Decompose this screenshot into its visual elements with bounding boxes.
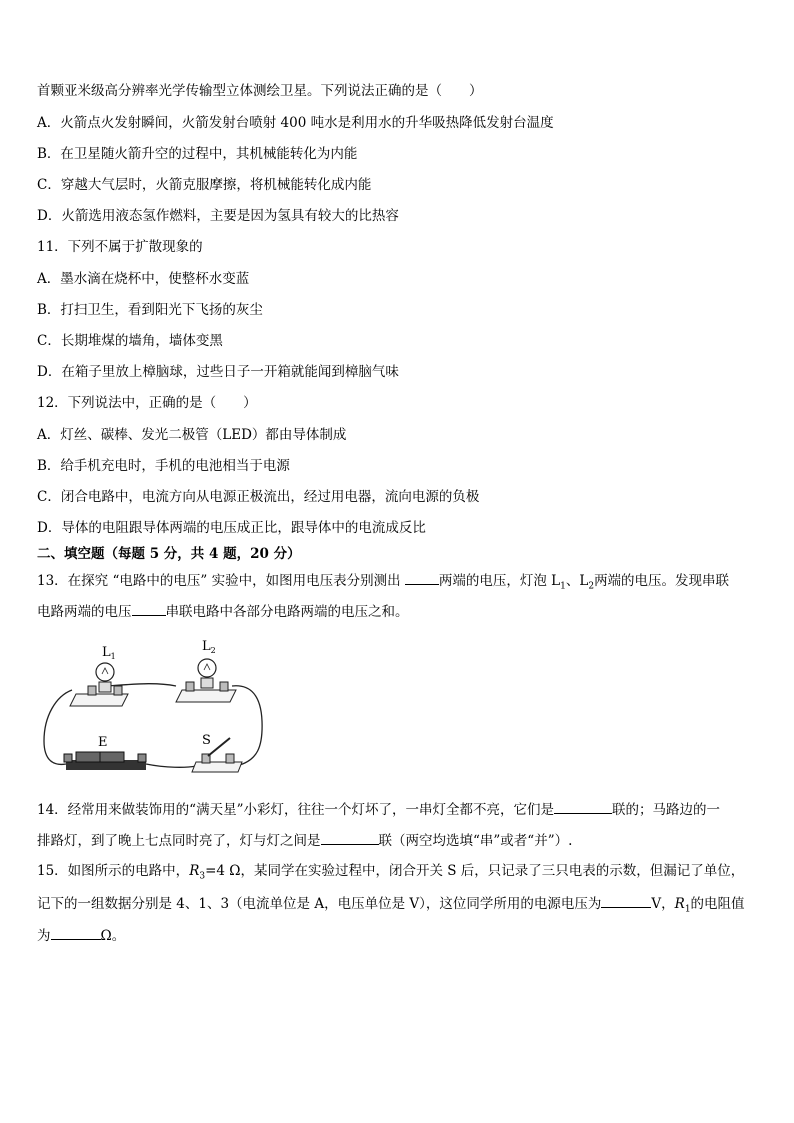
label-l1: $L_1$ — [102, 645, 116, 661]
lamp-base-board — [70, 694, 128, 706]
q15-line3 — [37, 926, 125, 945]
q10-option-a: A．火箭点火发射瞬间，火箭发射台喷射 400 吨水是利用水的升华吸热降低发射台温度 — [37, 115, 554, 131]
switch-lever — [208, 738, 230, 756]
terminal — [64, 754, 72, 762]
circuit-figure — [36, 636, 266, 781]
battery-cell — [76, 752, 100, 762]
terminal — [114, 686, 122, 695]
answer-blank[interactable] — [554, 800, 612, 814]
section-heading: 二、填空题（每题 5 分，共 4 题，20 分） — [37, 546, 301, 562]
q13-text: 13．在探究 “电路中的电压” 实验中，如图用电压表分别测出 — [37, 573, 405, 589]
q13-text: 串联电路中各部分电路两端的电压之和。 — [165, 604, 409, 620]
q10-option-b: B．在卫星随火箭升空的过程中，其机械能转化为内能 — [37, 146, 358, 162]
q10-stem: 首颗亚米级高分辨率光学传输型立体测绘卫星。下列说法正确的是（ ） — [37, 83, 483, 99]
q13-text: 两端的电压。发现串联 — [594, 573, 730, 589]
q11-option-c: C．长期堆煤的墙角，墙体变黑 — [37, 333, 223, 349]
q13-text: 电路两端的电压 — [37, 604, 132, 620]
q14-text: 联（两空均选填“串”或者“并”）. — [378, 833, 573, 849]
q14-text: 14．经常用来做装饰用的“满天星”小彩灯，往往一个灯坏了，一串灯全都不亮，它们是 — [37, 802, 554, 818]
subscript: 1 — [560, 581, 566, 592]
wire — [232, 686, 262, 766]
q15-line2 — [37, 894, 745, 919]
q15-text: 的电阻值 — [690, 896, 745, 912]
terminal — [138, 754, 146, 762]
terminal — [88, 686, 96, 695]
q13-text: 、L — [565, 573, 589, 589]
q12-option-d: D．导体的电阻跟导体两端的电压成正比，跟导体中的电流成反比 — [37, 520, 426, 536]
q13-text: 两端的电压，灯泡 L — [438, 573, 561, 589]
q11-option-b: B．打扫卫生，看到阳光下飞扬的灰尘 — [37, 302, 263, 318]
lamp-l1 — [70, 645, 128, 706]
q15-text: 为 — [37, 928, 51, 944]
label-e: E — [98, 735, 108, 750]
answer-blank[interactable] — [132, 602, 166, 616]
bulb-icon — [198, 659, 216, 677]
q14-line1 — [37, 800, 720, 819]
lamp-socket — [201, 678, 213, 688]
symbol-r: R — [189, 863, 200, 879]
q14-line2 — [37, 831, 572, 850]
terminal — [226, 754, 234, 763]
q15-text: 记下的一组数据分别是 4、1、3（电流单位是 A，电压单位是 V），这位同学所用的电源电压为 — [37, 896, 602, 912]
symbol-r1: R — [674, 896, 685, 912]
q11-stem: 11．下列不属于扩散现象的 — [37, 239, 203, 255]
label-s: S — [202, 733, 211, 748]
wire — [146, 764, 196, 767]
battery-cell — [100, 752, 124, 762]
q12-option-b: B．给手机充电时，手机的电池相当于电源 — [37, 458, 290, 474]
q15-line1 — [37, 862, 744, 886]
q10-option-c: C．穿越大气层时，火箭克服摩擦，将机械能转化成内能 — [37, 177, 372, 193]
q15-text: =4 Ω，某同学在实验过程中，闭合开关 S 后，只记录了三只电表的示数，但漏记了单位， — [205, 863, 745, 879]
q14-text: 排路灯，到了晚上七点同时亮了，灯与灯之间是 — [37, 833, 321, 849]
switch-s — [192, 733, 242, 772]
answer-blank[interactable] — [601, 894, 651, 908]
q11-option-a: A．墨水滴在烧杯中，使整杯水变蓝 — [37, 271, 250, 287]
q12-option-a: A．灯丝、碳棒、发光二极管（LED）都由导体制成 — [37, 427, 347, 443]
answer-blank[interactable] — [51, 926, 101, 940]
terminal — [220, 682, 228, 691]
q11-option-d: D．在箱子里放上樟脑球，过些日子一开箱就能闻到樟脑气味 — [37, 364, 399, 380]
subscript: 3 — [199, 871, 206, 882]
label-l2: $L_2$ — [202, 639, 216, 655]
q10-option-d: D．火箭选用液态氢作燃料，主要是因为氢具有较大的比热容 — [37, 208, 399, 224]
terminal — [186, 682, 194, 691]
q15-text: Ω。 — [100, 928, 126, 944]
q15-text: 15．如图所示的电路中， — [37, 863, 190, 879]
q13-line2 — [37, 602, 409, 621]
answer-blank[interactable] — [321, 831, 379, 845]
battery-e — [64, 735, 146, 770]
q12-option-c: C．闭合电路中，电流方向从电源正极流出，经过用电器，流向电源的负极 — [37, 489, 480, 505]
q15-text: V， — [651, 896, 675, 912]
lamp-base-board — [176, 690, 236, 702]
subscript: 1 — [684, 904, 691, 915]
wire — [44, 690, 72, 764]
answer-blank[interactable] — [405, 571, 439, 585]
q12-stem: 12．下列说法中，正确的是（ ） — [37, 395, 257, 411]
bulb-icon — [96, 663, 114, 681]
q14-text: 联的；马路边的一 — [611, 802, 720, 818]
subscript: 2 — [588, 581, 595, 592]
q13-line1 — [37, 571, 729, 596]
lamp-socket — [99, 682, 111, 692]
lamp-l2 — [176, 639, 236, 702]
